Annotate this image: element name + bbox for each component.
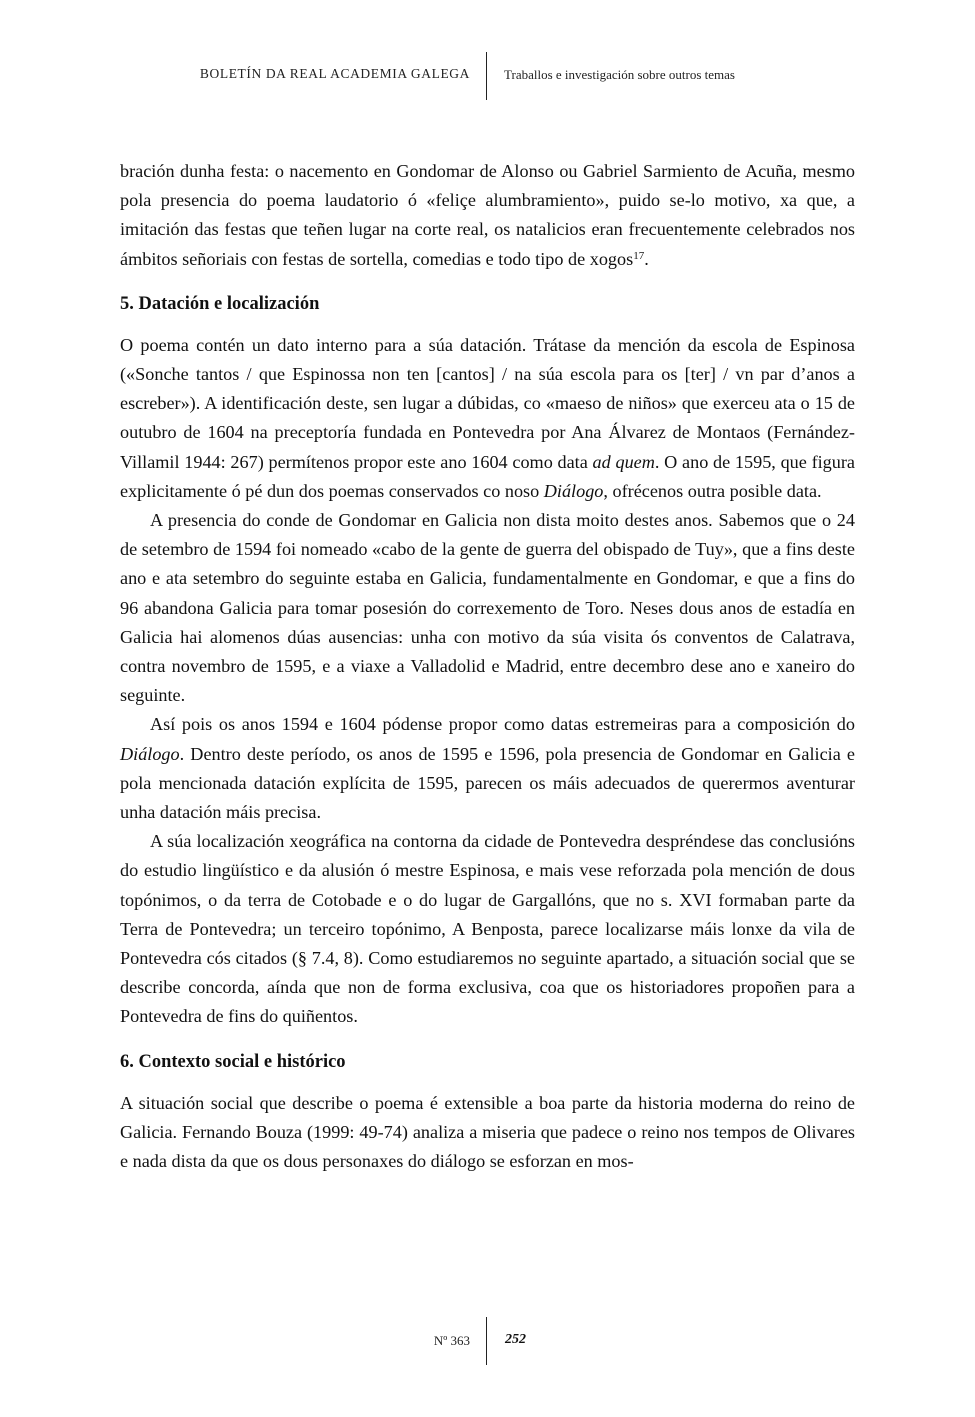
section-heading-5: 5. Datación e localización xyxy=(120,293,320,314)
paragraph-gondomar: A presencia do conde de Gondomar en Galicia non dista moito destes anos. Sabemos que o 24 de setembro de 1594 foi nomeado «cabo de la gente de guerra del obispado de Tuy», que a fins deste ano e ata setembro do seguinte estaba en Galicia, fundamentalmente en Gondomar, e que a fins do 96 abandona Galicia para tomar posesión do correxemento de Toro. Neses dous anos de estadía en Galicia hai alomenos dúas ausencias: unha con motivo da súa visita ós conventos de Calatrava, contra novembro de 1595, e a viaxe a Valladolid e Madrid, entre decembro dese ano e xaneiro do seguinte. xyxy=(120,510,855,706)
paragraph-dating xyxy=(120,331,855,506)
paragraph-text: . Dentro deste período, os anos de 1595 e 1596, pola presencia de Gondomar en Galicia e pola mencionada datación explícita de 1595, parecen os máis adecuados de querermos aventurar unha datación máis precisa. xyxy=(120,743,855,823)
issue-number: Nº 363 xyxy=(433,1333,470,1348)
paragraph-location: A súa localización xeográfica na contorna da cidade de Pontevedra despréndese das conclusións do estudio lingüístico e da alusión ó mestre Espinosa, e mais vese reforzada pola mención de dous topónimos, o da terra de Cotobade e o do lugar de Gargallóns, que no s. XVI formaban parte da Terra de Pontevedra; un terceiro topónimo, A Benposta, parece localizarse máis lonxe da vila de Pontevedra cós citados (§ 7.4, 8). Como estudiaremos no seguinte apartado, a situación social que se describe concorda, aínda que non de forma exclusiva, coa que os historiadores propoñen para a Pontevedra de fins do quiñentos. xyxy=(120,831,855,1027)
paragraph-text: bración dunha festa: o nacemento en Gondomar de Alonso ou Gabriel Sarmiento de Acuña, mesmo pola presencia do poema laudatorio ó «feliçe alumbramiento», puido se-lo motivo, xa que, a imitación das festas que teñen lugar na corte real, os natalicios eran frecuentemente celebrados nos ámbitos señoriais con festas de sortella, comedias e todo tipo de xogos xyxy=(120,161,855,269)
paragraph-continued xyxy=(120,157,855,274)
journal-title: BOLETÍN DA REAL ACADEMIA GALEGA xyxy=(199,66,470,81)
running-footer xyxy=(0,1317,975,1367)
page-body xyxy=(120,157,855,1176)
italic-term: ad quem xyxy=(592,451,655,472)
page-number: 252 xyxy=(505,1332,526,1347)
running-header xyxy=(0,52,975,102)
paragraph-text: , ofrécenos outra posible data. xyxy=(603,480,822,501)
paragraph-social-context: A situación social que describe o poema é extensible a boa parte da historia moderna do reino de Galicia. Fernando Bouza (1999: 49-74) analiza a miseria que padece o reino nos tempos de Olivares e nada dista da que os dous personaxes do diálogo se esforzan en mos- xyxy=(120,1092,855,1172)
italic-title: Diálogo xyxy=(120,743,180,764)
italic-title: Diálogo xyxy=(543,480,604,501)
paragraph-text: Así pois os anos 1594 e 1604 pódense propor como datas estremeiras para a composición do xyxy=(150,714,855,735)
paragraph-date-range xyxy=(120,710,855,827)
paragraph-end: . xyxy=(644,248,649,269)
paragraph-text: O poema contén un dato interno para a súa datación. Trátase da mención da escola de Espinosa («Sonche tantos / que Espinossa non ten [cantos] / na súa escola para os [ter] / vn par d’anos a escreber»). A identificación deste, sen lugar a dúbidas, co «maeso de niños» que exerceu ata o 15 de outubro de 1604 na preceptoría fundada en Pontevedra por Ana Álvarez de Montaos (Fernández-Villamil 1944: 267) permítenos propor este ano 1604 como data xyxy=(120,334,855,472)
header-divider xyxy=(486,52,487,100)
section-title: Traballos e investigación sobre outros temas xyxy=(504,67,735,82)
section-heading-6: 6. Contexto social e histórico xyxy=(120,1051,346,1072)
footer-divider xyxy=(486,1317,487,1365)
paragraph-text: . O ano de 1595, que figura explicitamente ó pé dun dos poemas conservados co noso xyxy=(120,451,855,501)
footnote-ref[interactable]: 17 xyxy=(633,249,645,262)
